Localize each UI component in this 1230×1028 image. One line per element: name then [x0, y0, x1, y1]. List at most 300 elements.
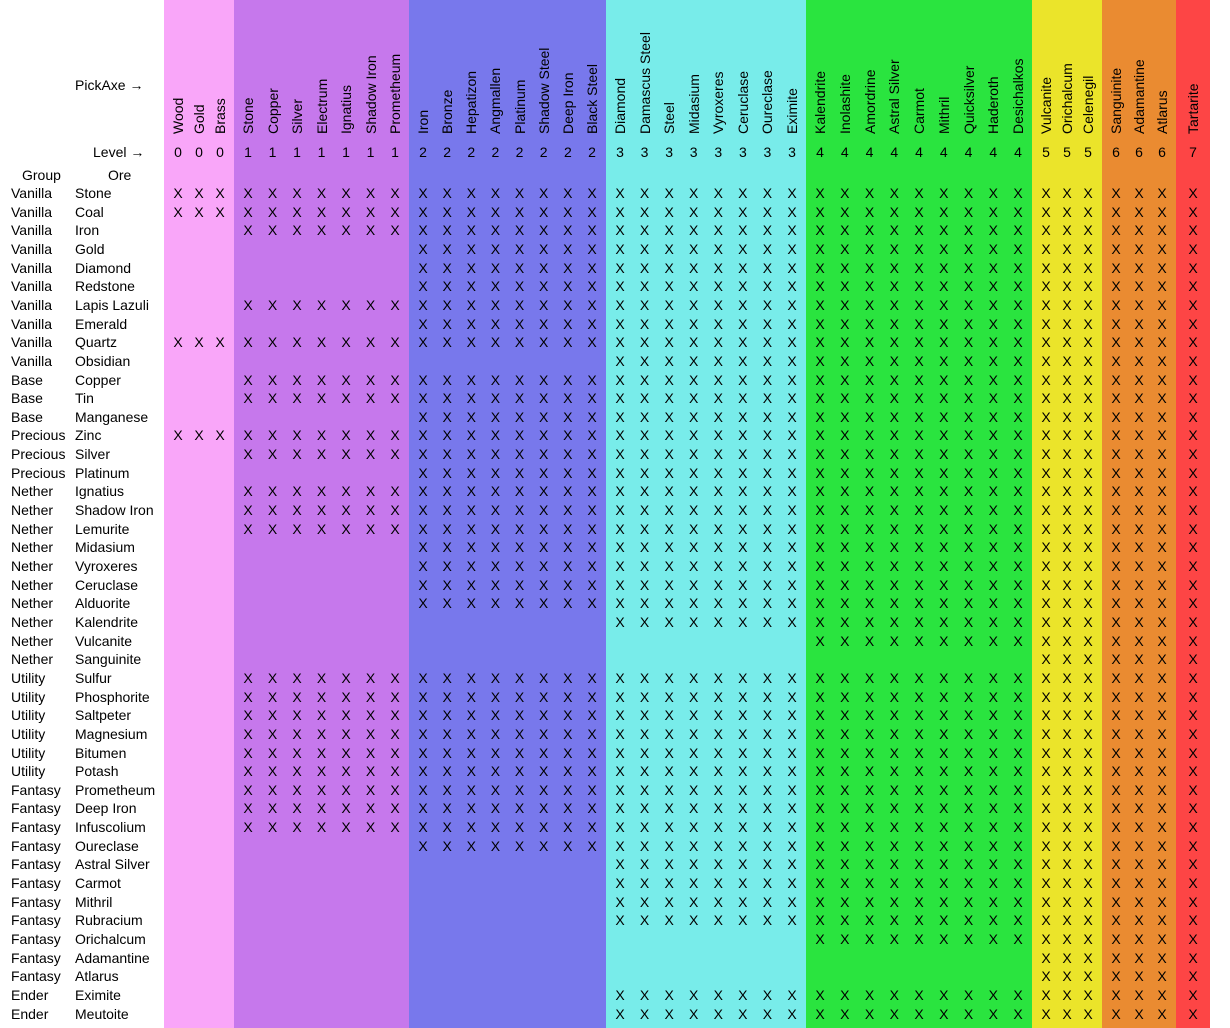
- can-mine-mark: X: [1188, 259, 1198, 276]
- can-mine-mark: X: [840, 613, 850, 630]
- can-mine-mark: X: [689, 278, 699, 295]
- can-mine-mark: X: [341, 185, 351, 201]
- can-mine-mark: X: [615, 334, 625, 351]
- can-mine-mark: X: [963, 837, 974, 854]
- can-mine-mark: X: [988, 558, 998, 574]
- pickaxe-level: 1: [244, 144, 252, 160]
- can-mine-mark: X: [1111, 502, 1121, 519]
- can-mine-mark: X: [1111, 371, 1121, 388]
- can-mine-mark: X: [939, 613, 949, 630]
- can-mine-mark: X: [365, 688, 376, 705]
- can-mine-mark: X: [762, 371, 773, 388]
- can-mine-mark: X: [1157, 949, 1167, 966]
- can-mine-mark: X: [963, 707, 974, 724]
- can-mine-mark: X: [713, 240, 723, 257]
- can-mine-mark: X: [1188, 539, 1198, 556]
- can-mine-mark: X: [639, 856, 650, 873]
- can-mine-mark: X: [514, 707, 525, 724]
- can-mine-mark: X: [963, 669, 974, 686]
- can-mine-mark: X: [587, 707, 597, 724]
- pickaxe-level: 2: [491, 144, 500, 160]
- pickaxe-header: Bronze: [439, 89, 456, 134]
- can-mine-mark: X: [539, 837, 549, 854]
- can-mine-mark: X: [514, 464, 525, 481]
- can-mine-mark: X: [664, 819, 674, 836]
- can-mine-mark: X: [563, 334, 573, 351]
- can-mine-mark: X: [738, 352, 748, 369]
- can-mine-mark: X: [418, 203, 428, 220]
- can-mine-mark: X: [988, 688, 998, 705]
- can-mine-mark: X: [1157, 240, 1167, 257]
- can-mine-mark: X: [840, 483, 850, 500]
- can-mine-mark: X: [939, 763, 949, 780]
- group-cell: Nether: [11, 613, 54, 630]
- can-mine-mark: X: [963, 446, 974, 463]
- can-mine-mark: X: [1157, 968, 1167, 985]
- can-mine-mark: X: [365, 427, 376, 444]
- can-mine-mark: X: [1013, 893, 1023, 910]
- can-mine-mark: X: [840, 408, 850, 425]
- can-mine-mark: X: [316, 390, 327, 407]
- can-mine-mark: X: [365, 800, 376, 817]
- can-mine-mark: X: [713, 800, 723, 817]
- can-mine-mark: X: [864, 390, 875, 407]
- can-mine-mark: X: [939, 1005, 949, 1022]
- can-mine-mark: X: [316, 446, 327, 463]
- can-mine-mark: X: [1083, 800, 1093, 817]
- can-mine-mark: X: [963, 744, 974, 761]
- can-mine-mark: X: [815, 539, 825, 556]
- can-mine-mark: X: [466, 427, 476, 444]
- can-mine-mark: X: [815, 632, 825, 649]
- can-mine-mark: X: [815, 1005, 825, 1022]
- pickaxe-header: Iron: [415, 109, 431, 134]
- can-mine-mark: X: [563, 576, 573, 593]
- can-mine-mark: X: [418, 520, 428, 537]
- can-mine-mark: X: [840, 875, 850, 892]
- can-mine-mark: X: [1013, 539, 1023, 556]
- can-mine-mark: X: [615, 446, 625, 463]
- pickaxe-header: Prometheum: [387, 53, 403, 134]
- can-mine-mark: X: [1157, 539, 1167, 556]
- can-mine-mark: X: [1188, 949, 1198, 966]
- can-mine-mark: X: [1083, 352, 1093, 369]
- can-mine-mark: X: [914, 688, 924, 705]
- can-mine-mark: X: [738, 539, 748, 556]
- can-mine-mark: X: [713, 222, 723, 239]
- can-mine-mark: X: [762, 613, 773, 630]
- can-mine-mark: X: [539, 483, 549, 500]
- can-mine-mark: X: [713, 259, 723, 276]
- can-mine-mark: X: [963, 613, 974, 630]
- can-mine-mark: X: [1157, 651, 1167, 668]
- pickaxe-header: Orichalcum: [1059, 63, 1075, 134]
- can-mine-mark: X: [840, 352, 850, 369]
- can-mine-mark: X: [840, 632, 850, 649]
- can-mine-mark: X: [1062, 856, 1072, 873]
- can-mine-mark: X: [267, 725, 278, 742]
- pickaxe-header: Ceruclase: [734, 70, 751, 134]
- ore-cell: Emerald: [75, 315, 128, 332]
- ore-cell: Potash: [75, 763, 119, 780]
- can-mine-mark: X: [889, 185, 899, 201]
- can-mine-mark: X: [365, 819, 376, 836]
- can-mine-mark: X: [1013, 296, 1023, 313]
- can-mine-mark: X: [1041, 539, 1051, 556]
- can-mine-mark: X: [1157, 352, 1167, 369]
- can-mine-mark: X: [563, 427, 573, 444]
- can-mine-mark: X: [738, 781, 748, 798]
- can-mine-mark: X: [1111, 203, 1121, 220]
- can-mine-mark: X: [292, 203, 302, 220]
- can-mine-mark: X: [864, 315, 875, 332]
- can-mine-mark: X: [1111, 931, 1121, 947]
- can-mine-mark: X: [738, 185, 748, 201]
- can-mine-mark: X: [1188, 296, 1198, 313]
- can-mine-mark: X: [243, 446, 253, 463]
- can-mine-mark: X: [490, 278, 501, 295]
- can-mine-mark: X: [1111, 856, 1121, 873]
- can-mine-mark: X: [418, 296, 428, 313]
- can-mine-mark: X: [1111, 185, 1121, 201]
- can-mine-mark: X: [442, 296, 452, 313]
- can-mine-mark: X: [864, 427, 875, 444]
- can-mine-mark: X: [1111, 520, 1121, 537]
- can-mine-mark: X: [815, 669, 825, 686]
- can-mine-mark: X: [267, 688, 278, 705]
- can-mine-mark: X: [840, 520, 850, 537]
- can-mine-mark: X: [243, 707, 253, 724]
- can-mine-mark: X: [1134, 558, 1144, 574]
- can-mine-mark: X: [988, 595, 998, 612]
- ore-cell: Iron: [75, 222, 100, 239]
- can-mine-mark: X: [1188, 371, 1198, 388]
- ore-cell: Saltpeter: [75, 707, 132, 724]
- can-mine-mark: X: [762, 725, 773, 742]
- can-mine-mark: X: [639, 240, 650, 257]
- can-mine-mark: X: [563, 595, 573, 612]
- pickaxe-level: 4: [890, 144, 899, 160]
- can-mine-mark: X: [442, 278, 452, 295]
- can-mine-mark: X: [738, 315, 748, 332]
- can-mine-mark: X: [563, 278, 573, 295]
- can-mine-mark: X: [840, 931, 850, 947]
- can-mine-mark: X: [490, 371, 501, 388]
- can-mine-mark: X: [1041, 968, 1051, 985]
- can-mine-mark: X: [639, 334, 650, 351]
- can-mine-mark: X: [418, 483, 428, 500]
- can-mine-mark: X: [889, 502, 899, 519]
- can-mine-mark: X: [1111, 949, 1121, 966]
- can-mine-mark: X: [787, 427, 797, 444]
- can-mine-mark: X: [815, 558, 825, 574]
- can-mine-mark: X: [539, 595, 549, 612]
- can-mine-mark: X: [1013, 185, 1023, 201]
- can-mine-mark: X: [292, 800, 302, 817]
- can-mine-mark: X: [587, 390, 597, 407]
- can-mine-mark: X: [490, 669, 501, 686]
- group-cell: Fantasy: [11, 912, 61, 929]
- can-mine-mark: X: [988, 632, 998, 649]
- can-mine-mark: X: [1062, 296, 1072, 313]
- can-mine-mark: X: [539, 819, 549, 836]
- can-mine-mark: X: [639, 763, 650, 780]
- can-mine-mark: X: [1013, 259, 1023, 276]
- can-mine-mark: X: [1188, 707, 1198, 724]
- can-mine-mark: X: [815, 203, 825, 220]
- can-mine-mark: X: [587, 781, 597, 798]
- can-mine-mark: X: [914, 464, 924, 481]
- can-mine-mark: X: [664, 763, 674, 780]
- can-mine-mark: X: [1111, 446, 1121, 463]
- can-mine-mark: X: [1083, 931, 1093, 947]
- can-mine-mark: X: [442, 781, 452, 798]
- can-mine-mark: X: [914, 539, 924, 556]
- ore-cell: Prometheum: [75, 781, 156, 798]
- can-mine-mark: X: [1188, 632, 1198, 649]
- can-mine-mark: X: [514, 781, 525, 798]
- can-mine-mark: X: [939, 595, 949, 612]
- can-mine-mark: X: [815, 781, 825, 798]
- can-mine-mark: X: [466, 781, 476, 798]
- can-mine-mark: X: [1041, 986, 1051, 1003]
- can-mine-mark: X: [1188, 185, 1198, 201]
- can-mine-mark: X: [639, 315, 650, 332]
- can-mine-mark: X: [815, 315, 825, 332]
- can-mine-mark: X: [1111, 315, 1121, 332]
- can-mine-mark: X: [713, 446, 723, 463]
- can-mine-mark: X: [316, 334, 327, 351]
- can-mine-mark: X: [1062, 278, 1072, 295]
- group-cell: Nether: [11, 651, 54, 668]
- can-mine-mark: X: [442, 240, 452, 257]
- can-mine-mark: X: [365, 203, 376, 220]
- can-mine-mark: X: [689, 986, 699, 1003]
- can-mine-mark: X: [787, 986, 797, 1003]
- ore-cell: Diamond: [75, 259, 132, 276]
- can-mine-mark: X: [587, 837, 597, 854]
- can-mine-mark: X: [864, 483, 875, 500]
- can-mine-mark: X: [390, 707, 400, 724]
- can-mine-mark: X: [963, 427, 974, 444]
- can-mine-mark: X: [738, 800, 748, 817]
- can-mine-mark: X: [466, 707, 476, 724]
- can-mine-mark: X: [490, 446, 501, 463]
- can-mine-mark: X: [243, 334, 253, 351]
- can-mine-mark: X: [243, 725, 253, 742]
- can-mine-mark: X: [787, 203, 797, 220]
- can-mine-mark: X: [864, 837, 875, 854]
- can-mine-mark: X: [1134, 240, 1144, 257]
- pickaxe-header: Gold: [191, 104, 207, 134]
- can-mine-mark: X: [514, 800, 525, 817]
- can-mine-mark: X: [815, 613, 825, 630]
- can-mine-mark: X: [1062, 912, 1072, 929]
- can-mine-mark: X: [815, 334, 825, 351]
- can-mine-mark: X: [939, 986, 949, 1003]
- can-mine-mark: X: [787, 464, 797, 481]
- can-mine-mark: X: [173, 334, 183, 351]
- can-mine-mark: X: [787, 819, 797, 836]
- can-mine-mark: X: [418, 185, 428, 201]
- can-mine-mark: X: [787, 446, 797, 463]
- can-mine-mark: X: [539, 222, 549, 239]
- can-mine-mark: X: [1062, 315, 1072, 332]
- can-mine-mark: X: [713, 334, 723, 351]
- can-mine-mark: X: [1188, 240, 1198, 257]
- can-mine-mark: X: [963, 856, 974, 873]
- can-mine-mark: X: [1013, 464, 1023, 481]
- can-mine-mark: X: [490, 576, 501, 593]
- can-mine-mark: X: [267, 296, 278, 313]
- can-mine-mark: X: [762, 576, 773, 593]
- can-mine-mark: X: [1111, 296, 1121, 313]
- can-mine-mark: X: [815, 595, 825, 612]
- can-mine-mark: X: [1013, 819, 1023, 836]
- can-mine-mark: X: [1157, 371, 1167, 388]
- can-mine-mark: X: [1157, 259, 1167, 276]
- can-mine-mark: X: [889, 539, 899, 556]
- can-mine-mark: X: [316, 800, 327, 817]
- can-mine-mark: X: [664, 539, 674, 556]
- can-mine-mark: X: [914, 613, 924, 630]
- can-mine-mark: X: [442, 744, 452, 761]
- ore-cell: Stone: [75, 185, 112, 201]
- can-mine-mark: X: [539, 520, 549, 537]
- can-mine-mark: X: [738, 558, 748, 574]
- can-mine-mark: X: [889, 408, 899, 425]
- can-mine-mark: X: [889, 1005, 899, 1022]
- can-mine-mark: X: [1111, 390, 1121, 407]
- can-mine-mark: X: [1157, 390, 1167, 407]
- can-mine-mark: X: [539, 464, 549, 481]
- can-mine-mark: X: [988, 222, 998, 239]
- can-mine-mark: X: [615, 371, 625, 388]
- can-mine-mark: X: [1083, 744, 1093, 761]
- can-mine-mark: X: [939, 483, 949, 500]
- can-mine-mark: X: [587, 483, 597, 500]
- can-mine-mark: X: [587, 576, 597, 593]
- can-mine-mark: X: [639, 707, 650, 724]
- can-mine-mark: X: [539, 781, 549, 798]
- can-mine-mark: X: [713, 595, 723, 612]
- can-mine-mark: X: [939, 800, 949, 817]
- can-mine-mark: X: [762, 539, 773, 556]
- can-mine-mark: X: [539, 371, 549, 388]
- can-mine-mark: X: [1157, 408, 1167, 425]
- can-mine-mark: X: [738, 613, 748, 630]
- can-mine-mark: X: [1134, 781, 1144, 798]
- can-mine-mark: X: [563, 446, 573, 463]
- can-mine-mark: X: [1041, 949, 1051, 966]
- can-mine-mark: X: [815, 893, 825, 910]
- can-mine-mark: X: [466, 819, 476, 836]
- can-mine-mark: X: [713, 912, 723, 929]
- can-mine-mark: X: [664, 595, 674, 612]
- can-mine-mark: X: [316, 707, 327, 724]
- can-mine-mark: X: [963, 334, 974, 351]
- can-mine-mark: X: [466, 240, 476, 257]
- can-mine-mark: X: [1134, 315, 1144, 332]
- can-mine-mark: X: [939, 185, 949, 201]
- can-mine-mark: X: [889, 390, 899, 407]
- can-mine-mark: X: [840, 707, 850, 724]
- can-mine-mark: X: [689, 763, 699, 780]
- pickaxe-level: 0: [195, 144, 203, 160]
- can-mine-mark: X: [490, 259, 501, 276]
- pickaxe-level: 6: [1158, 144, 1166, 160]
- pickaxe-level: 2: [467, 144, 476, 160]
- can-mine-mark: X: [1013, 800, 1023, 817]
- can-mine-mark: X: [713, 483, 723, 500]
- can-mine-mark: X: [1083, 949, 1093, 966]
- can-mine-mark: X: [1062, 931, 1072, 947]
- can-mine-mark: X: [1134, 613, 1144, 630]
- can-mine-mark: X: [840, 912, 850, 929]
- can-mine-mark: X: [963, 986, 974, 1003]
- can-mine-mark: X: [840, 240, 850, 257]
- can-mine-mark: X: [466, 446, 476, 463]
- can-mine-mark: X: [689, 464, 699, 481]
- can-mine-mark: X: [365, 371, 376, 388]
- group-cell: Vanilla: [11, 222, 52, 239]
- can-mine-mark: X: [1062, 725, 1072, 742]
- can-mine-mark: X: [587, 240, 597, 257]
- can-mine-mark: X: [713, 856, 723, 873]
- can-mine-mark: X: [889, 744, 899, 761]
- can-mine-mark: X: [563, 800, 573, 817]
- can-mine-mark: X: [689, 259, 699, 276]
- can-mine-mark: X: [864, 707, 875, 724]
- can-mine-mark: X: [840, 390, 850, 407]
- can-mine-mark: X: [514, 520, 525, 537]
- pickaxe-header: Shadow Iron: [362, 55, 379, 134]
- group-cell: Base: [11, 408, 43, 425]
- can-mine-mark: X: [738, 446, 748, 463]
- can-mine-mark: X: [787, 595, 797, 612]
- can-mine-mark: X: [1041, 558, 1051, 574]
- can-mine-mark: X: [243, 781, 253, 798]
- pickaxe-header: Copper: [264, 88, 281, 134]
- can-mine-mark: X: [1013, 520, 1023, 537]
- can-mine-mark: X: [1111, 669, 1121, 686]
- can-mine-mark: X: [713, 558, 723, 574]
- can-mine-mark: X: [1083, 893, 1093, 910]
- group-column-header: Group: [22, 167, 61, 183]
- can-mine-mark: X: [215, 203, 225, 220]
- can-mine-mark: X: [1062, 968, 1072, 985]
- can-mine-mark: X: [292, 446, 302, 463]
- can-mine-mark: X: [1134, 390, 1144, 407]
- pickaxe-level: 3: [616, 144, 624, 160]
- can-mine-mark: X: [762, 1005, 773, 1022]
- can-mine-mark: X: [615, 408, 625, 425]
- can-mine-mark: X: [840, 371, 850, 388]
- group-cell: Nether: [11, 595, 54, 612]
- can-mine-mark: X: [442, 725, 452, 742]
- can-mine-mark: X: [267, 185, 278, 201]
- can-mine-mark: X: [1134, 502, 1144, 519]
- can-mine-mark: X: [1188, 446, 1198, 463]
- can-mine-mark: X: [664, 707, 674, 724]
- can-mine-mark: X: [1062, 613, 1072, 630]
- can-mine-mark: X: [466, 371, 476, 388]
- can-mine-mark: X: [1134, 539, 1144, 556]
- can-mine-mark: X: [689, 669, 699, 686]
- can-mine-mark: X: [840, 744, 850, 761]
- can-mine-mark: X: [963, 688, 974, 705]
- pickaxe-level: 1: [342, 144, 350, 160]
